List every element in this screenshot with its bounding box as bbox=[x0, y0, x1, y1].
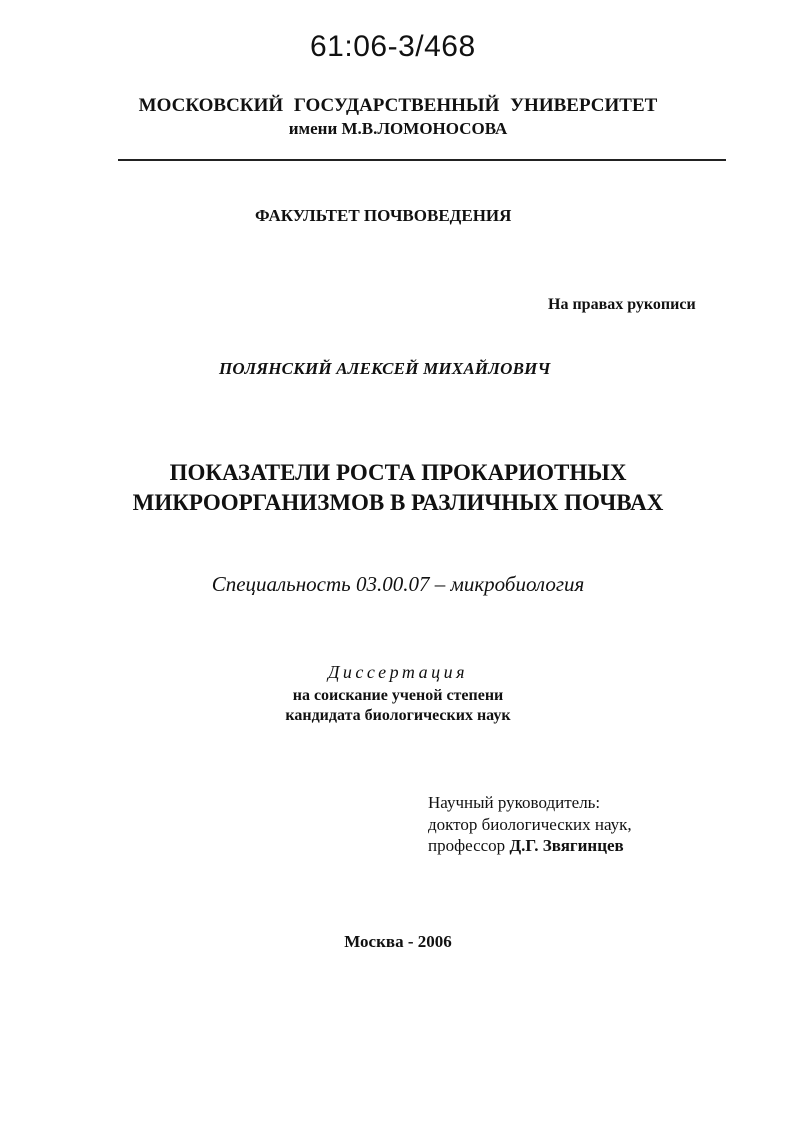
supervisor-name: Д.Г. Звягинцев bbox=[509, 836, 624, 855]
header-divider bbox=[118, 159, 726, 161]
degree-line-1: на соискание ученой степени bbox=[292, 687, 504, 704]
degree-line-2: кандидата биологических наук bbox=[285, 707, 511, 724]
place-year: Москва - 2006 bbox=[344, 932, 452, 951]
manuscript-rights: На правах рукописи bbox=[548, 296, 696, 313]
thesis-title-line-2: МИКРООРГАНИЗМОВ В РАЗЛИЧНЫХ ПОЧВАХ bbox=[132, 490, 664, 515]
supervisor-label: Научный руководитель: bbox=[428, 793, 601, 812]
dissertation-label: Диссертация bbox=[327, 662, 469, 682]
archive-code: 61:06-3/468 bbox=[310, 30, 476, 63]
university-name: МОСКОВСКИЙ ГОСУДАРСТВЕННЫЙ УНИВЕРСИТЕТ bbox=[138, 95, 658, 116]
supervisor-title: профессор bbox=[428, 836, 506, 855]
university-named-after: имени М.В.ЛОМОНОСОВА bbox=[288, 119, 508, 138]
thesis-title-line-1: ПОКАЗАТЕЛИ РОСТА ПРОКАРИОТНЫХ bbox=[169, 460, 627, 485]
supervisor-degree: доктор биологических наук, bbox=[428, 815, 632, 834]
faculty-name: ФАКУЛЬТЕТ ПОЧВОВЕДЕНИЯ bbox=[255, 206, 512, 225]
author-name: ПОЛЯНСКИЙ АЛЕКСЕЙ МИХАЙЛОВИЧ bbox=[219, 359, 551, 378]
supervisor-title-line bbox=[428, 836, 624, 856]
specialty: Специальность 03.00.07 – микробиология bbox=[211, 572, 585, 596]
